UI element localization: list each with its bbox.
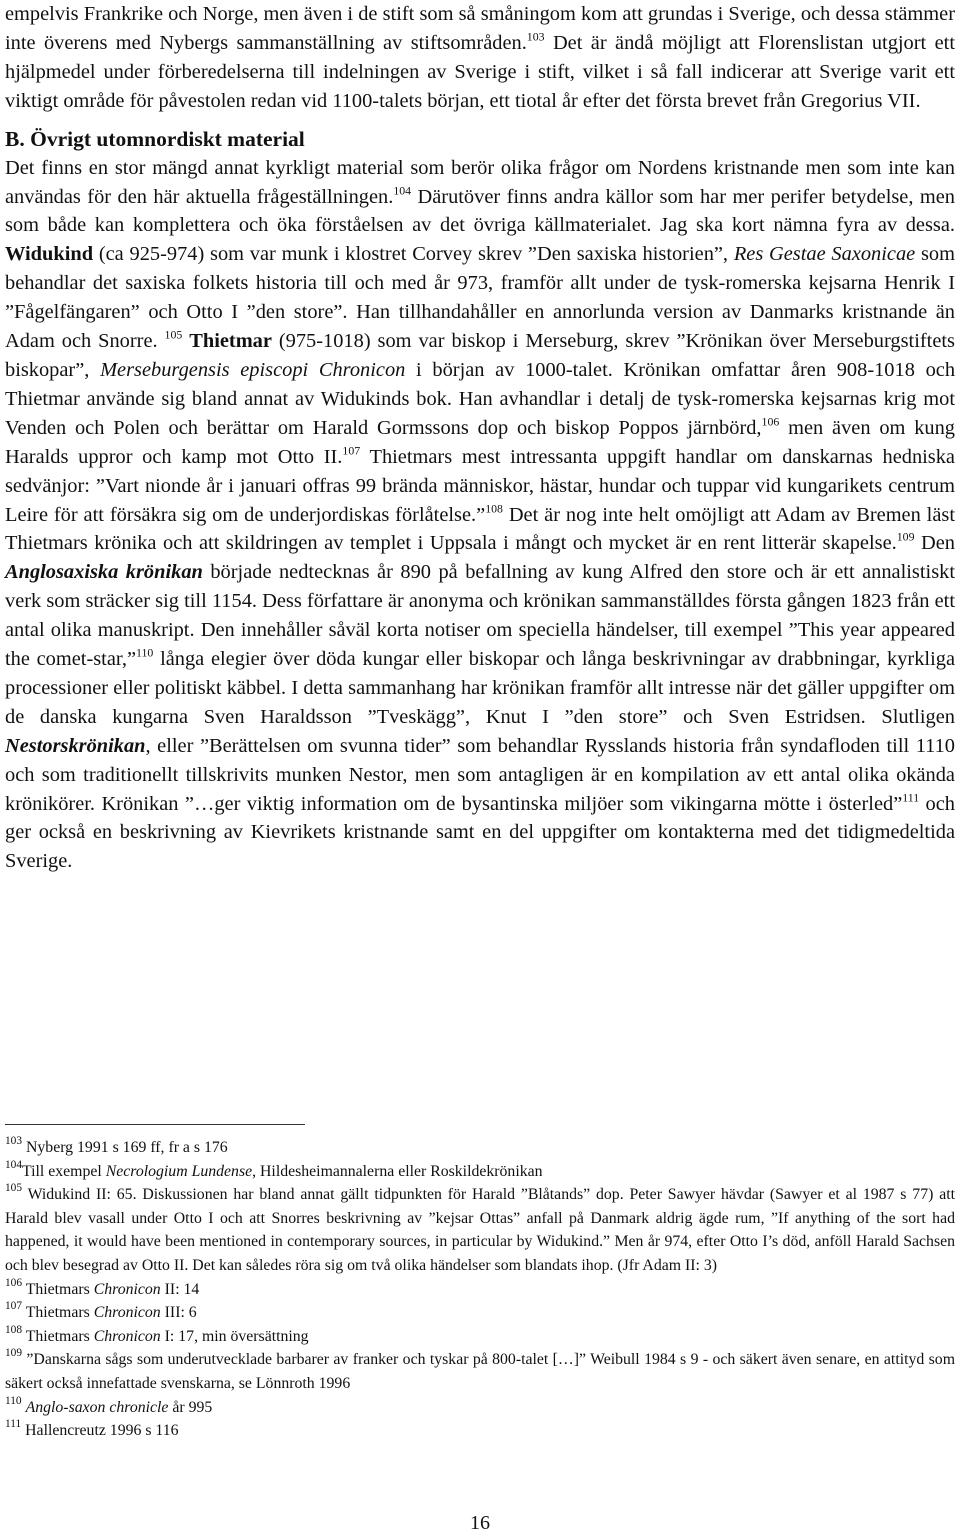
text-run: som behandlar det saxiska folkets historia till och med år 973, framför allt under de tysk-romerska kejsarna Henrik I ”Fågelfängaren” och Otto I ”den store”. Han tillhandahåller en annorlunda version av Danmarks kristnande än Adam och Snorre. — [5, 243, 955, 353]
text-run: men även om kung Haralds uppror och kamp mot Otto II. — [5, 416, 955, 468]
text-run: långa elegier över döda kungar eller biskopar och långa beskrivningar av drabbningar, kyrkliga processioner eller politiskt käbbel. I detta sammanhang har krönikan framför allt intresse när det gäller uppgifter om de danska kungarna Sven Haraldsson ”Tveskägg”, Knut I ”den store” och Sven Estridsen. Slutligen — [5, 648, 955, 728]
text-run: Därutöver finns andra källor som har mer perifer betydelse, men som både kan komplettera och öka förståelsen av det övriga källmaterialet. Jag ska kort nämna fyra av dessa. — [5, 185, 955, 237]
bold-term: Thietmar — [189, 330, 272, 353]
text-run: Det är nog inte helt omöjligt att Adam av Bremen läst Thietmars krönika och att skildringen av templet i Uppsala i mångt och mycket är en rent litterär skapelse. — [5, 503, 955, 555]
footnote-109 — [5, 1348, 955, 1395]
footnote-103 — [5, 1136, 955, 1160]
text-run: I: 17, min översättning — [160, 1327, 309, 1345]
text-run: år 995 — [168, 1398, 213, 1416]
footnotes — [5, 1136, 955, 1443]
bold-term: Widukind — [5, 243, 94, 266]
footnote-ref: 110 — [136, 645, 154, 660]
footnote-ref: 108 — [5, 1323, 23, 1336]
text-run: (ca 925-974) som var munk i klostret Corvey skrev ”Den saxiska historien”, — [93, 243, 734, 266]
footnote-ref: 105 — [5, 1182, 23, 1195]
italic-title: Necrologium Lundense — [105, 1162, 253, 1180]
footnote-ref: 109 — [896, 530, 915, 545]
page-number: 16 — [470, 1512, 490, 1534]
italic-title: Chronicon — [93, 1304, 161, 1322]
text-run: Till exempel — [22, 1162, 106, 1180]
footnote-ref: 103 — [526, 29, 545, 44]
text-run: Thietmars mest intressanta uppgift handlar om danskarnas hedniska sedvänjor: ”Vart nionde år i januari offras 99 brända människor, hästar, hundar och tuppar vid kungarikets centrum Leire för att försäkra sig om de underjordiskas förlåtelse.” — [5, 445, 955, 526]
footnote-ref: 107 — [5, 1300, 23, 1313]
text-run: Thietmars — [22, 1280, 94, 1298]
footnote-106 — [5, 1278, 955, 1302]
text-run: , Hildesheimannalerna eller Roskildekrönikan — [252, 1162, 543, 1180]
footnote-ref: 103 — [5, 1135, 23, 1148]
bold-italic-title: Nestorskrönikan — [5, 734, 146, 757]
italic-title: Chronicon — [93, 1327, 161, 1345]
document-page — [5, 0, 955, 876]
paragraph-florenslistan — [5, 0, 955, 116]
bold-italic-title: Anglosaxiska krönikan — [5, 561, 203, 584]
footnote-ref: 105 — [164, 327, 183, 342]
section-heading: B. Övrigt utomnordiskt material — [5, 126, 305, 151]
text-run: (975-1018) som var biskop i Merseburg, skrev ”Krönikan över Merseburgstiftets biskopar”, — [5, 330, 955, 381]
footnote-ref: 106 — [761, 414, 780, 429]
footnote-ref: 106 — [5, 1276, 23, 1289]
footnote-ref: 104 — [5, 1158, 23, 1171]
footnote-104 — [5, 1160, 955, 1184]
footnote-ref: 110 — [5, 1394, 22, 1407]
italic-title: Anglo-saxon chronicle — [25, 1398, 169, 1416]
footnote-ref: 111 — [5, 1418, 22, 1431]
paragraph-utomnordiskt-material — [5, 154, 955, 877]
text-run: Thietmars — [22, 1327, 94, 1345]
text-run: Thietmars — [22, 1304, 94, 1322]
footnote-ref: 109 — [5, 1347, 23, 1360]
text-run: i början av 1000-talet. Krönikan omfattar åren 908-1018 och Thietmar använde sig bland annat av Widukinds bok. Han avhandlar i detalj de tysk-romerska kejsarnas krig mot Venden och Polen och berättar om Harald Gormssons dop och biskop Poppos järnbörd, — [5, 358, 956, 439]
footnote-ref: 107 — [342, 443, 361, 458]
text-run: Widukind II: 65. Diskussionen har bland annat gällt tidpunkten för Harald ”Blåtands” dop. Peter Sawyer hävdar (Sawyer et al 1987 s 77) att Harald blev vasall under Otto I och att Snorres beskrivning av ”kejsar Ottas” anfall på Danmark aldrig ägde rum, ”If anything of the sort had happened, it would have been mentioned in contemporary sources, in particular by Widukind.” Men år 974, efter Otto I’s död, anföll Harald Sachsen och blev besegrad av Otto II. Det kan således röra sig om två olika händelser som blandats ihop. (Jfr Adam II: 3) — [5, 1186, 955, 1274]
italic-title: Merseburgensis episcopi Chronicon — [100, 358, 406, 381]
text-run: ”Danskarna sågs som underutvecklade barbarer av franker och tyskar på 800-talet […]” Weibull 1984 s 9 - och säkert även senare, en attityd som säkert också innefattade svenskarna, se Lönnroth 1996 — [5, 1351, 955, 1392]
text-run: Hallencreutz 1996 s 116 — [21, 1422, 179, 1440]
text-run: Nyberg 1991 s 169 ff, fr a s 176 — [22, 1139, 228, 1156]
footnote-107 — [5, 1301, 955, 1325]
text-run: Det är ändå möjligt att Florenslistan utgjort ett hjälpmedel under förberedelserna till indelningen av Sverige i stift, vilket i så fall indicerar att Sverige varit ett viktigt område för påvestolen redan vid 1100-talets början, ett tiotal år efter det första brevet från Gregorius VII. — [5, 31, 955, 112]
italic-title: Res Gestae Saxonicae — [733, 243, 916, 266]
footnote-ref: 111 — [902, 790, 920, 805]
footnote-ref: 108 — [485, 501, 503, 516]
footnote-105 — [5, 1183, 955, 1277]
text-run: II: 14 — [160, 1280, 200, 1298]
footnote-ref: 104 — [393, 183, 412, 198]
italic-title: Chronicon — [93, 1280, 161, 1298]
text-run: III: 6 — [160, 1304, 197, 1322]
footnote-108 — [5, 1325, 955, 1349]
text-run: empelvis Frankrike och Norge, men även i de stift som så småningom kom att grundas i Sverige, och dessa stämmer inte överens med Nybergs sammanställning av stiftsområden. — [5, 3, 955, 54]
text-run: och ger också en beskrivning av Kievrikets kristnande samt en del uppgifter om kontakterna med det tidigmedeltida Sverige. — [5, 792, 955, 873]
text-run: , eller ”Berättelsen om svunna tider” som behandlar Rysslands historia från syndafloden till 1110 och som traditionellt tillskrivits munken Nestor, men som antagligen är en kompilation av ett antal olika okända krönikörer. Krönikan ”…ger viktig information om de bysantinska miljöer som vikingarna mötte i österled” — [5, 734, 955, 815]
text-run: Den — [914, 532, 955, 555]
footnote-110 — [5, 1396, 955, 1420]
text-run: började nedtecknas år 890 på befallning av kung Alfred den store och är ett annalistiskt verk som sträcker sig till 1154. Dess författare är anonyma och krönikan sammanställdes första gången 1823 från ett antal olika manuskript. Den innehåller såväl korta notiser om speciella händelser, till exempel ”This year appeared the comet-star,” — [5, 561, 955, 671]
text-run: Det finns en stor mängd annat kyrkligt material som berör olika frågor om Nordens kristnande men som inte kan användas för den här aktuella frågeställningen. — [5, 156, 955, 208]
footnote-111 — [5, 1419, 955, 1443]
footnote-separator — [5, 1124, 305, 1125]
